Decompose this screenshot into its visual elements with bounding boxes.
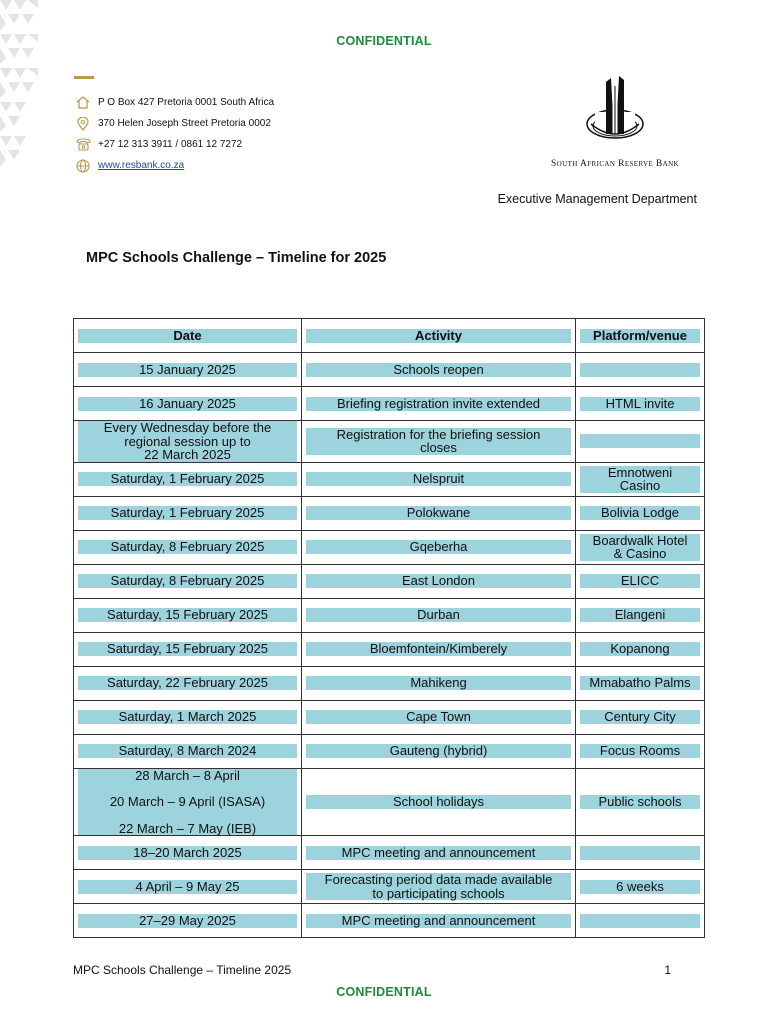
document-title: MPC Schools Challenge – Timeline for 2025 (86, 250, 387, 266)
cell-venue-text (580, 710, 700, 724)
cell-venue-line: Century City (604, 709, 676, 724)
table-row (74, 387, 705, 421)
cell-activity-text (306, 540, 571, 554)
cell-activity-line: Registration for the briefing session (336, 426, 541, 442)
contact-website (74, 155, 274, 176)
header-cell-venue (576, 319, 705, 353)
cell-date-text (78, 880, 297, 894)
cell-date (74, 870, 302, 904)
cell-activity (302, 734, 576, 768)
cell-activity (302, 421, 576, 463)
cell-venue-line: Boardwalk Hotel (592, 532, 688, 548)
gold-accent-bar (74, 76, 94, 79)
table-row (74, 462, 705, 496)
cell-venue-line (582, 915, 698, 928)
cell-venue-line: Bolivia Lodge (600, 505, 680, 520)
table-row (74, 632, 705, 666)
cell-venue (576, 836, 705, 870)
footer-title: MPC Schools Challenge – Timeline 2025 (73, 963, 292, 977)
cell-activity-line: Bloemfontein/Kimberely (369, 641, 508, 656)
cell-date-line: Saturday, 8 March 2024 (118, 743, 257, 758)
cell-venue-line: Casino (619, 478, 661, 493)
cell-activity-text (306, 795, 571, 809)
cell-activity-text (306, 744, 571, 758)
cell-venue-text (580, 466, 700, 493)
cell-activity-line: Polokwane (406, 505, 471, 520)
cell-date-line: 27–29 May 2025 (139, 912, 236, 928)
cell-date (74, 496, 302, 530)
cell-venue (576, 530, 705, 564)
cell-venue-text (580, 795, 700, 809)
cell-date-line: Saturday, 1 February 2025 (110, 505, 265, 520)
cell-date-text (78, 421, 297, 462)
table-row (74, 530, 705, 564)
cell-venue-line: 6 weeks (616, 878, 664, 894)
cell-activity (302, 836, 576, 870)
table-row (74, 666, 705, 700)
cell-activity (302, 904, 576, 938)
table-row (74, 496, 705, 530)
table-row (74, 904, 705, 938)
header-venue-label: Platform/venue (580, 329, 700, 343)
cell-activity-line: closes (420, 440, 457, 456)
cell-date (74, 734, 302, 768)
cell-activity (302, 387, 576, 421)
cell-activity-text (306, 472, 571, 486)
cell-activity-text (306, 642, 571, 656)
cell-venue-text (580, 676, 700, 690)
cell-venue (576, 462, 705, 496)
cell-date-text (78, 540, 297, 554)
cell-venue-text (580, 914, 700, 928)
cell-date-line: Saturday, 1 February 2025 (110, 471, 265, 486)
cell-venue-line (582, 847, 698, 860)
page-footer (73, 963, 671, 977)
confidential-label-bottom: CONFIDENTIAL (336, 985, 432, 999)
cell-activity-line: Gqeberha (409, 539, 468, 554)
cell-activity (302, 530, 576, 564)
cell-venue-line: HTML invite (605, 395, 675, 411)
table-row (74, 700, 705, 734)
header-cell-activity (302, 319, 576, 353)
cell-venue-text (580, 506, 700, 520)
cell-activity-line: Briefing registration invite extended (336, 395, 541, 411)
cell-venue (576, 632, 705, 666)
cell-venue (576, 387, 705, 421)
cell-date (74, 598, 302, 632)
cell-activity-text (306, 710, 571, 724)
cell-activity-line: MPC meeting and announcement (341, 844, 536, 860)
cell-date-line: 16 January 2025 (139, 395, 236, 411)
cell-date-text (78, 642, 297, 656)
cell-date (74, 700, 302, 734)
cell-activity-line: Nelspruit (412, 471, 465, 486)
cell-venue (576, 564, 705, 598)
header-activity-label: Activity (306, 329, 571, 343)
cell-venue (576, 353, 705, 387)
sarb-logo-text: South African Reserve Bank (551, 159, 679, 169)
cell-activity-line: to participating schools (372, 885, 505, 901)
table-row (74, 564, 705, 598)
cell-venue (576, 734, 705, 768)
cell-venue-text (580, 846, 700, 860)
cell-date-line: Saturday, 1 March 2025 (118, 709, 257, 724)
cell-venue-line: Mmabatho Palms (589, 675, 691, 690)
home-icon (74, 95, 92, 111)
cell-venue (576, 870, 705, 904)
cell-date-line: 28 March – 8 April (135, 767, 240, 783)
sarb-logo (540, 72, 690, 172)
cell-date (74, 768, 302, 836)
street-text: 370 Helen Joseph Street Pretoria 0002 (98, 118, 271, 129)
cell-activity (302, 666, 576, 700)
cell-date (74, 387, 302, 421)
cell-venue-line: Focus Rooms (599, 743, 681, 758)
cell-activity-line: Forecasting period data made available (324, 872, 553, 887)
cell-venue (576, 598, 705, 632)
cell-venue-line: ELICC (620, 573, 660, 588)
cell-date-line (78, 809, 297, 822)
department-name: Executive Management Department (497, 192, 697, 206)
location-pin-icon (74, 116, 92, 132)
cell-activity (302, 632, 576, 666)
cell-activity-text (306, 914, 571, 928)
cell-activity-line: Schools reopen (393, 361, 484, 377)
cell-venue-line: Emnotweni (607, 464, 673, 480)
cell-activity-line: School holidays (392, 793, 485, 809)
cell-date-text (78, 397, 297, 411)
cell-venue-text (580, 434, 700, 448)
cell-date-text (78, 710, 297, 724)
cell-date-text (78, 769, 297, 836)
sarb-emblem-icon (583, 72, 647, 150)
contact-street (74, 113, 274, 134)
table-row (74, 734, 705, 768)
cell-activity (302, 870, 576, 904)
cell-date-text (78, 914, 297, 928)
cell-venue-line: Elangeni (614, 607, 666, 622)
cell-activity-text (306, 428, 571, 455)
cell-date-text (78, 744, 297, 758)
cell-venue-text (580, 363, 700, 377)
table-row (74, 421, 705, 463)
cell-venue-line (582, 435, 698, 448)
cell-date (74, 530, 302, 564)
cell-activity (302, 700, 576, 734)
cell-activity-text (306, 506, 571, 520)
cell-date (74, 564, 302, 598)
confidential-label-top: CONFIDENTIAL (336, 34, 432, 48)
cell-venue (576, 421, 705, 463)
globe-icon (74, 158, 92, 174)
header-cell-date (74, 319, 302, 353)
cell-activity-line: Gauteng (hybrid) (389, 743, 488, 758)
cell-venue-line: Public schools (598, 793, 682, 809)
cell-date (74, 462, 302, 496)
cell-activity (302, 353, 576, 387)
table-row (74, 870, 705, 904)
cell-date-line: Saturday, 15 February 2025 (107, 641, 268, 656)
cell-date-line: Saturday, 8 February 2025 (110, 573, 265, 588)
cell-date-text (78, 608, 297, 622)
cell-date-line: Saturday, 15 February 2025 (107, 607, 268, 622)
cell-date-line: 22 March 2025 (144, 447, 231, 462)
cell-venue (576, 700, 705, 734)
po-box-text: P O Box 427 Pretoria 0001 South Africa (98, 97, 275, 108)
cell-venue-text (580, 574, 700, 588)
cell-date-line: regional session up to (124, 433, 251, 449)
cell-date (74, 666, 302, 700)
phone-icon (74, 137, 92, 153)
cell-date (74, 904, 302, 938)
contact-block (74, 92, 274, 176)
cell-date (74, 353, 302, 387)
cell-venue-text (580, 744, 700, 758)
decorative-triangle-pattern (0, 0, 38, 175)
cell-date-text (78, 846, 297, 860)
cell-date-line: Saturday, 22 February 2025 (107, 675, 268, 690)
header-date-label: Date (78, 329, 297, 343)
cell-date-text (78, 574, 297, 588)
cell-activity (302, 564, 576, 598)
cell-date (74, 421, 302, 463)
cell-activity-line: Cape Town (406, 709, 471, 724)
cell-venue-text (580, 880, 700, 894)
cell-activity-line: Durban (417, 607, 460, 622)
cell-activity (302, 598, 576, 632)
page-number: 1 (664, 963, 671, 977)
cell-venue-line: & Casino (613, 546, 667, 561)
cell-date-text (78, 363, 297, 377)
cell-venue-line: Kopanong (610, 641, 670, 656)
cell-activity-text (306, 873, 571, 900)
cell-venue (576, 768, 705, 836)
cell-activity-line: Mahikeng (410, 675, 467, 690)
cell-venue-line (582, 364, 698, 377)
website-link[interactable]: www.resbank.co.za (98, 160, 185, 171)
contact-po-box (74, 92, 274, 113)
cell-venue (576, 666, 705, 700)
cell-activity-line: East London (401, 573, 475, 588)
cell-date-line: 4 April – 9 May 25 (135, 878, 240, 894)
cell-activity (302, 768, 576, 836)
table-row (74, 598, 705, 632)
cell-venue (576, 496, 705, 530)
cell-activity-line: MPC meeting and announcement (341, 912, 536, 928)
cell-date-text (78, 506, 297, 520)
cell-venue-text (580, 642, 700, 656)
cell-activity (302, 496, 576, 530)
contact-phone (74, 134, 274, 155)
cell-activity-text (306, 574, 571, 588)
cell-venue-text (580, 397, 700, 411)
cell-date-text (78, 472, 297, 486)
timeline-table (73, 318, 705, 938)
cell-venue-text (580, 608, 700, 622)
cell-date-line: 20 March – 9 April (ISASA) (109, 794, 266, 809)
table-row (74, 836, 705, 870)
cell-activity-text (306, 608, 571, 622)
cell-venue-text (580, 534, 700, 561)
cell-date-line: 22 March – 7 May (IEB) (118, 820, 257, 836)
table-row (74, 353, 705, 387)
phone-text: +27 12 313 3911 / 0861 12 7272 (98, 139, 243, 150)
cell-venue (576, 904, 705, 938)
cell-date-line: 18–20 March 2025 (133, 844, 242, 860)
cell-activity-text (306, 676, 571, 690)
table-row (74, 768, 705, 836)
cell-activity-text (306, 846, 571, 860)
cell-activity-text (306, 363, 571, 377)
cell-date-line: Every Wednesday before the (103, 420, 272, 435)
cell-date-line: 15 January 2025 (139, 361, 236, 377)
cell-activity-text (306, 397, 571, 411)
cell-date (74, 836, 302, 870)
table-header-row (74, 319, 705, 353)
cell-activity (302, 462, 576, 496)
cell-date (74, 632, 302, 666)
cell-date-line: Saturday, 8 February 2025 (110, 539, 265, 554)
cell-date-text (78, 676, 297, 690)
